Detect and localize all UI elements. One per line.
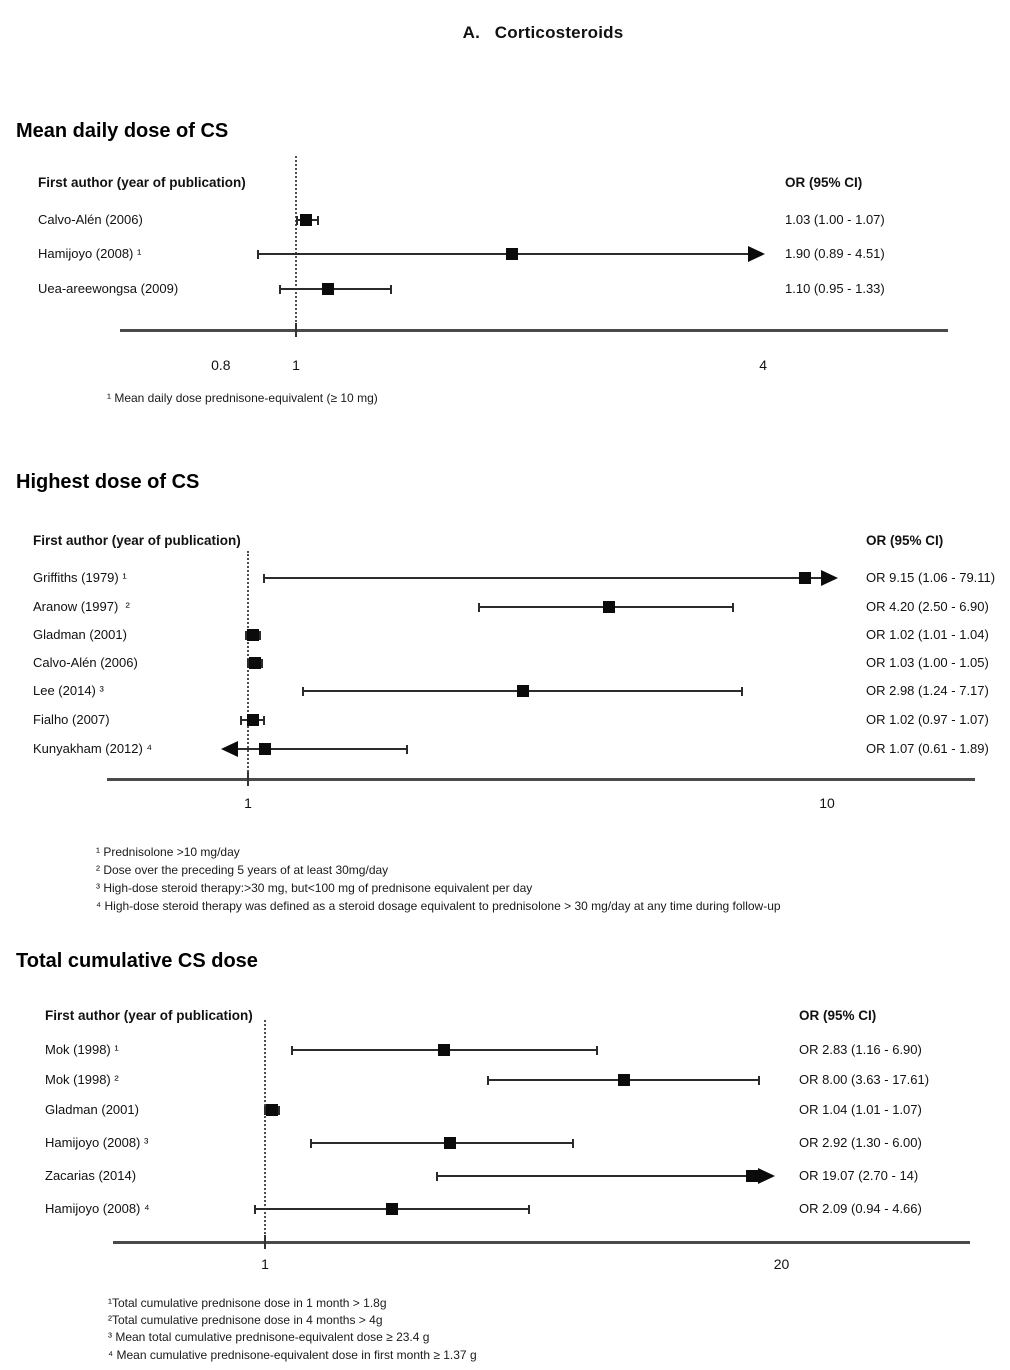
author-column-header: First author (year of publication) [45, 1008, 253, 1023]
or-marker [746, 1170, 758, 1182]
footnote: ³ High-dose steroid therapy:>30 mg, but<100 mg of prednisone equivalent per day [96, 881, 533, 895]
study-label: Mok (1998) ¹ [45, 1042, 119, 1057]
or-value: OR 2.09 (0.94 - 4.66) [799, 1201, 922, 1216]
or-value: OR 2.83 (1.16 - 6.90) [799, 1042, 922, 1057]
ci-truncation-arrow-right [758, 1168, 775, 1184]
forest-axis [113, 1241, 970, 1244]
ci-cap-high [758, 1076, 760, 1085]
footnote: ²Total cumulative prednisone dose in 4 months > 4g [108, 1313, 383, 1327]
forest-axis [120, 329, 948, 332]
study-label: Hamijoyo (2008) ⁴ [45, 1201, 150, 1216]
study-label: Kunyakham (2012) ⁴ [33, 741, 153, 756]
ci-line [229, 748, 408, 750]
study-label: Gladman (2001) [45, 1102, 139, 1117]
footnote: ¹ Prednisolone >10 mg/day [96, 845, 240, 859]
ci-cap-high [528, 1205, 530, 1214]
or-value: OR 1.02 (0.97 - 1.07) [866, 712, 989, 727]
or-marker [618, 1074, 630, 1086]
panel-heading: Highest dose of CS [16, 471, 200, 493]
or-value: OR 1.07 (0.61 - 1.89) [866, 741, 989, 756]
ci-cap-low [254, 1205, 256, 1214]
or-marker [259, 743, 271, 755]
or-marker [247, 629, 259, 641]
study-label: Gladman (2001) [33, 627, 127, 642]
ci-cap-high [278, 1106, 280, 1115]
ci-cap-high [263, 716, 265, 725]
or-value: OR 2.98 (1.24 - 7.17) [866, 683, 989, 698]
axis-tick-label: 4 [759, 357, 768, 373]
ci-cap-low [487, 1076, 489, 1085]
ci-truncation-arrow-right [821, 570, 838, 586]
footnote: ⁴ Mean cumulative prednisone-equivalent dose in first month ≥ 1.37 g [108, 1348, 477, 1362]
ci-cap-high [259, 631, 261, 640]
or-marker [799, 572, 811, 584]
or-value: OR 2.92 (1.30 - 6.00) [799, 1135, 922, 1150]
axis-tick-mark [264, 1235, 266, 1249]
or-marker [266, 1104, 278, 1116]
study-label: Calvo-Alén (2006) [33, 655, 138, 670]
forest-axis [107, 778, 975, 781]
ci-cap-high [317, 216, 319, 225]
study-label: Zacarias (2014) [45, 1168, 137, 1183]
ci-cap-low [436, 1172, 438, 1181]
study-label: Aranow (1997) ² [33, 599, 130, 614]
ci-cap-high [406, 745, 408, 754]
axis-tick-label: 0.8 [211, 357, 231, 373]
axis-tick-label: 20 [773, 1256, 790, 1272]
or-value: OR 1.02 (1.01 - 1.04) [866, 627, 989, 642]
study-label: Uea-areewongsa (2009) [38, 281, 179, 296]
or-marker [603, 601, 615, 613]
axis-tick-mark [247, 772, 249, 786]
or-value: OR 9.15 (1.06 - 79.11) [866, 570, 996, 585]
or-marker [249, 657, 261, 669]
panel-heading: Total cumulative CS dose [16, 950, 258, 972]
or-column-header: OR (95% CI) [785, 175, 863, 190]
footnote: ² Dose over the preceding 5 years of at least 30mg/day [96, 863, 389, 877]
ci-cap-low [310, 1139, 312, 1148]
reference-line [295, 156, 297, 330]
footnote: ⁴ High-dose steroid therapy was defined as a steroid dosage equivalent to prednisolone > 30 mg/day at any time during follow-up [96, 899, 781, 913]
ci-line [310, 1142, 574, 1144]
footnote: ³ Mean total cumulative prednisone-equivalent dose ≥ 23.4 g [108, 1330, 430, 1344]
footnote: ¹ Mean daily dose prednisone-equivalent (≥ 10 mg) [107, 391, 378, 405]
axis-tick-label: 1 [292, 357, 300, 373]
ci-cap-high [390, 285, 392, 294]
or-value: OR 1.04 (1.01 - 1.07) [799, 1102, 922, 1117]
or-value: OR 1.03 (1.00 - 1.05) [866, 655, 989, 670]
ci-cap-low [296, 216, 298, 225]
ci-cap-high [741, 687, 743, 696]
ci-cap-low [478, 603, 480, 612]
or-marker [322, 283, 334, 295]
study-label: Calvo-Alén (2006) [38, 212, 143, 227]
axis-tick-label: 1 [244, 795, 252, 811]
or-marker [517, 685, 529, 697]
ci-cap-high [732, 603, 734, 612]
author-column-header: First author (year of publication) [38, 175, 246, 190]
ci-cap-high [572, 1139, 574, 1148]
axis-tick-label: 10 [819, 795, 835, 811]
ci-truncation-arrow-left [221, 741, 238, 757]
study-label: Griffiths (1979) ¹ [33, 570, 127, 585]
ci-cap-low [302, 687, 304, 696]
or-marker [247, 714, 259, 726]
or-marker [438, 1044, 450, 1056]
ci-cap-low [257, 250, 259, 259]
ci-cap-low [240, 716, 242, 725]
ci-truncation-arrow-right [748, 246, 765, 262]
or-value: OR 4.20 (2.50 - 6.90) [866, 599, 989, 614]
study-label: Hamijoyo (2008) ³ [45, 1135, 149, 1150]
or-column-header: OR (95% CI) [799, 1008, 877, 1023]
or-marker [386, 1203, 398, 1215]
or-value: OR 19.07 (2.70 - 14) [799, 1168, 919, 1183]
or-marker [444, 1137, 456, 1149]
or-value: 1.03 (1.00 - 1.07) [785, 212, 885, 227]
author-column-header: First author (year of publication) [33, 533, 241, 548]
or-value: 1.90 (0.89 - 4.51) [785, 246, 885, 261]
study-label: Lee (2014) ³ [33, 683, 104, 698]
study-label: Mok (1998) ² [45, 1072, 119, 1087]
footnote: ¹Total cumulative prednisone dose in 1 month > 1.8g [108, 1296, 387, 1310]
study-label: Hamijoyo (2008) ¹ [38, 246, 142, 261]
or-marker [506, 248, 518, 260]
or-marker [300, 214, 312, 226]
ci-line [263, 577, 830, 579]
axis-tick-mark [295, 323, 297, 337]
figure-title: A. Corticosteroids [462, 23, 624, 42]
ci-cap-low [263, 574, 265, 583]
ci-cap-low [279, 285, 281, 294]
or-value: 1.10 (0.95 - 1.33) [785, 281, 885, 296]
axis-tick-label: 1 [261, 1256, 269, 1272]
ci-cap-high [596, 1046, 598, 1055]
ci-cap-low [291, 1046, 293, 1055]
or-value: OR 8.00 (3.63 - 17.61) [799, 1072, 930, 1087]
or-column-header: OR (95% CI) [866, 533, 944, 548]
ci-line [279, 288, 392, 290]
study-label: Fialho (2007) [33, 712, 110, 727]
ci-cap-high [261, 659, 263, 668]
panel-heading: Mean daily dose of CS [16, 120, 229, 142]
ci-line [436, 1175, 767, 1177]
